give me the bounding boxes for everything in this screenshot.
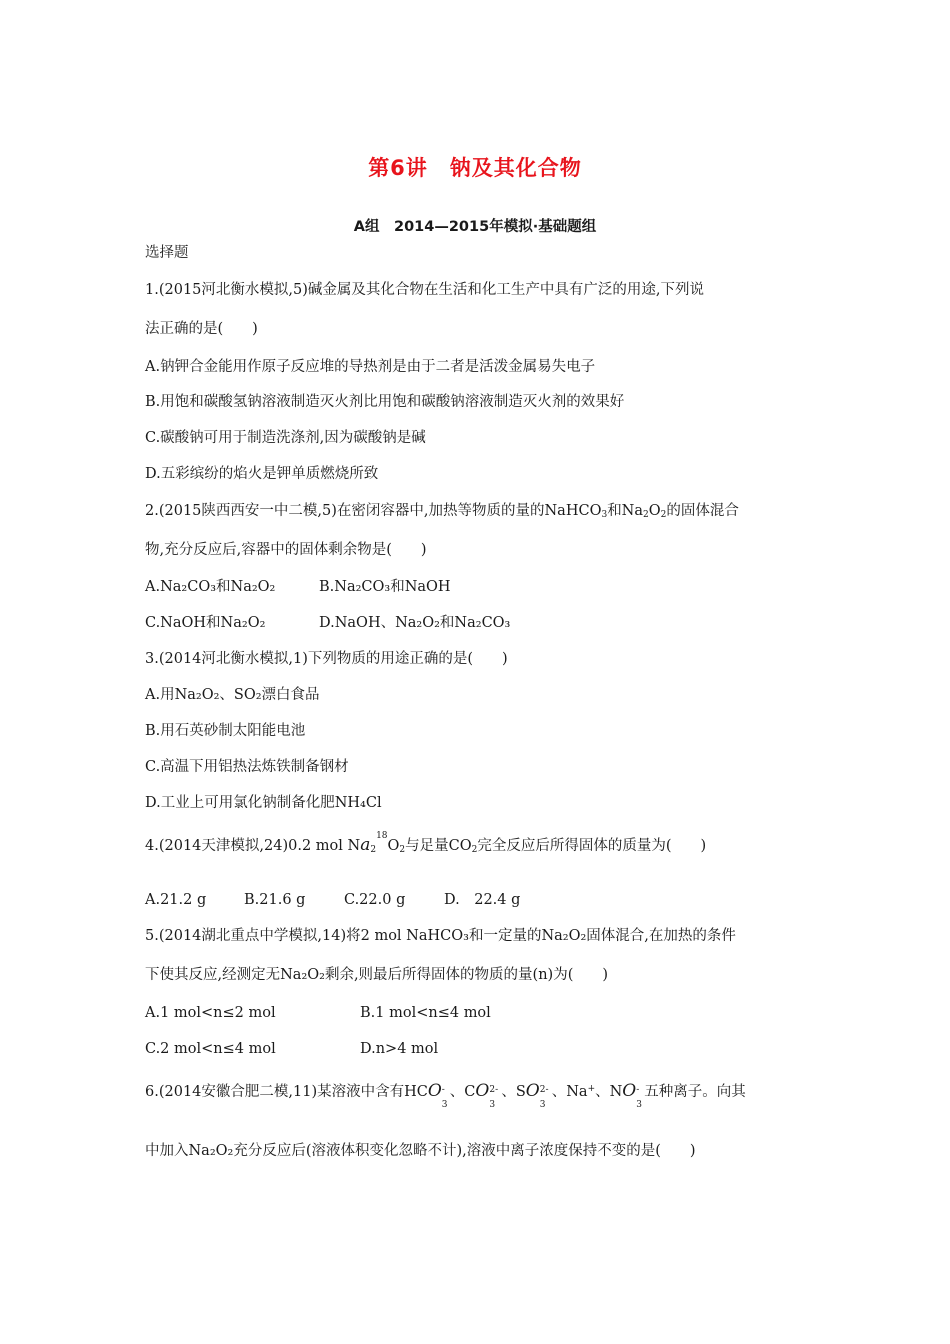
q3-stem: 3.(2014河北衡水模拟,1)下列物质的用途正确的是( )	[145, 651, 508, 667]
q6-text-a: 6.(2014安徽合肥二模,11)某溶液中含有HC	[145, 1084, 428, 1100]
q4-text-b: O	[387, 838, 400, 854]
q2-stem-line1	[145, 501, 739, 521]
q1-option-c: C.碳酸钠可用于制造洗涤剂,因为碳酸钠是碱	[145, 430, 426, 446]
q6-stem-line1: 6.(2014安徽合肥二模,11)某溶液中含有HCO - 3 、CO 2- 3 、SO 2- 3 、Na+、NO - 3 五种离子。向其	[145, 1081, 746, 1110]
q5-option-c: C.2 mol<n≤4 mol	[145, 1041, 276, 1057]
q3-option-b: B.用石英砂制太阳能电池	[145, 723, 306, 739]
q3-option-a: A.用Na₂O₂、SO₂漂白食品	[145, 687, 320, 703]
q6-ion-na-charge: +	[587, 1084, 596, 1094]
q5-stem-line2: 下使其反应,经测定无Na₂O₂剩余,则最后所得固体的物质的量(n)为( )	[145, 967, 609, 983]
q5-option-b: B.1 mol<n≤4 mol	[360, 1005, 491, 1021]
q1-stem-line1: 1.(2015河北衡水模拟,5)碱金属及其化合物在生活和化工生产中具有广泛的用途,下列说	[145, 282, 704, 298]
q6-text-c: 、S	[501, 1084, 526, 1100]
q6-text-f: 五种离子。向其	[644, 1084, 746, 1100]
q5-stem-line1: 5.(2014湖北重点中学模拟,14)将2 mol NaHCO₃和一定量的Na₂O₂固体混合,在加热的条件	[145, 928, 736, 944]
section-label: 选择题	[145, 245, 189, 261]
q4-option-a: A.21.2 g	[145, 892, 207, 908]
q6-ion-co3: O	[475, 1081, 490, 1101]
q4-text-d: 完全反应后所得固体的质量为( )	[477, 838, 707, 854]
q4-text-c: 与足量CO	[405, 838, 472, 854]
q2-text-b: 和Na	[607, 503, 644, 519]
group-heading: A组 2014—2015年模拟·基础题组	[353, 219, 597, 235]
q6-text-e: 、N	[595, 1084, 623, 1100]
q2-sub-2b: 2	[660, 510, 667, 520]
q3-option-d: D.工业上可用氯化钠制备化肥NH₄Cl	[145, 795, 382, 811]
q6-ion-hco3: O	[427, 1081, 442, 1101]
q5-option-a: A.1 mol<n≤2 mol	[145, 1005, 276, 1021]
q5-option-d: D.n>4 mol	[360, 1041, 439, 1057]
q2-text-c: O	[648, 503, 661, 519]
q6-stem-line2: 中加入Na₂O₂充分反应后(溶液体积变化忽略不计),溶液中离子浓度保持不变的是( )	[145, 1143, 696, 1159]
q1-option-b: B.用饱和碳酸氢钠溶液制造灭火剂比用饱和碳酸钠溶液制造灭火剂的效果好	[145, 394, 625, 410]
q2-option-d: D.NaOH、Na₂O₂和Na₂CO₃	[319, 615, 511, 631]
q4-stem: 4.(2014天津模拟,24)0.2 mol $Na_2^{18}O_2$与足量$CO_2$完全反应后所得固体的质量为( )	[145, 831, 707, 855]
q6-ion-no3: O	[622, 1081, 637, 1101]
q4-isotope-formula: $a_2^{18}$	[360, 831, 388, 855]
q1-stem-line2: 法正确的是( )	[145, 321, 258, 337]
q6-text-d: 、Na	[551, 1084, 588, 1100]
q1-option-d: D.五彩缤纷的焰火是钾单质燃烧所致	[145, 466, 379, 482]
q3-option-c: C.高温下用铝热法炼铁制备钢材	[145, 759, 349, 775]
q2-text-d: 的固体混合	[666, 503, 739, 519]
q2-text-a: 2.(2015陕西西安一中二模,5)在密闭容器中,加热等物质的量的NaHCO	[145, 503, 602, 519]
q2-sub-3: 3	[601, 510, 608, 520]
q2-option-c: C.NaOH和Na₂O₂	[145, 615, 266, 631]
q1-option-a: A.钠钾合金能用作原子反应堆的导热剂是由于二者是活泼金属易失电子	[145, 359, 596, 375]
q4-option-d: D. 22.4 g	[444, 892, 521, 908]
lecture-title: 第6讲 钠及其化合物	[368, 156, 582, 180]
q2-stem-line2: 物,充分反应后,容器中的固体剩余物是( )	[145, 542, 427, 558]
q6-ion-so3: O	[525, 1081, 540, 1101]
q6-text-b: 、C	[449, 1084, 476, 1100]
q4-option-c: C.22.0 g	[344, 892, 406, 908]
q2-option-a: A.Na₂CO₃和Na₂O₂	[145, 579, 276, 595]
q2-sub-2a: 2	[643, 510, 649, 520]
q2-option-b: B.Na₂CO₃和NaOH	[319, 579, 451, 595]
q4-option-b: B.21.6 g	[244, 892, 306, 908]
q4-text-a: 4.(2014天津模拟,24)0.2 mol N	[145, 838, 361, 854]
